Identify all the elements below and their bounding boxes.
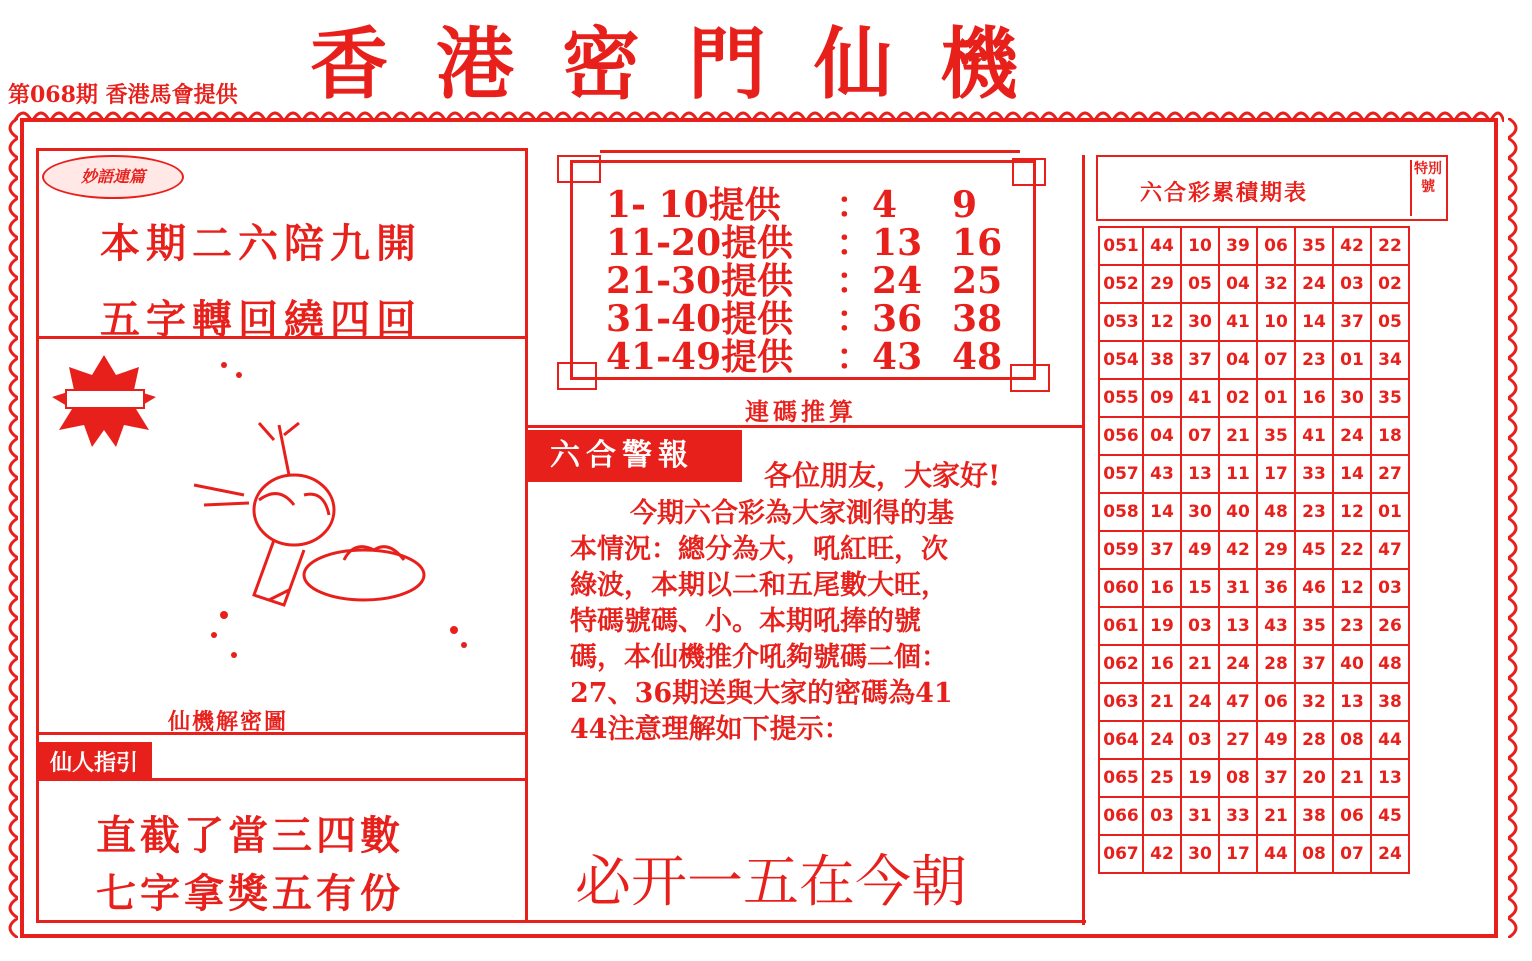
table-row (1099, 265, 1409, 303)
left-panel-border (36, 148, 39, 923)
number-cell: 06 (1257, 683, 1295, 721)
riddle-illustration (44, 345, 514, 685)
range-label: 11-20提供 (606, 222, 794, 264)
table-row (1099, 455, 1409, 493)
story-line: 特碼號碼、小。本期吼捧的號 (570, 606, 921, 637)
scallop-border-left (2, 118, 18, 938)
dots-decoration-icon (211, 362, 467, 658)
number-cell: 30 (1181, 303, 1219, 341)
number-box-caption: 連碼推算 (745, 397, 857, 426)
number-cell: 06 (1333, 797, 1371, 835)
number-row: 1- 10提供 ：4 9 (606, 184, 978, 226)
number-cell: 30 (1181, 493, 1219, 531)
number-cell: 35 (1371, 379, 1409, 417)
number-cell: 38 (1371, 683, 1409, 721)
number-cell: 14 (1295, 303, 1333, 341)
number-cell: 12 (1333, 569, 1371, 607)
issue-cell: 064 (1099, 721, 1143, 759)
number-cell: 03 (1181, 721, 1219, 759)
number-cell: 03 (1143, 797, 1181, 835)
number-cell: 24 (1181, 683, 1219, 721)
number-cell: 42 (1333, 227, 1371, 265)
number-cell: 13 (1219, 607, 1257, 645)
number-cell: 36 (1257, 569, 1295, 607)
number-cell: 33 (1295, 455, 1333, 493)
table-row (1099, 303, 1409, 341)
alert-badge: 六合警報 (528, 430, 742, 482)
number-cell: 43 (1257, 607, 1295, 645)
number-cell: 24 (1295, 265, 1333, 303)
number-cell: 23 (1295, 493, 1333, 531)
number-cell: 49 (1257, 721, 1295, 759)
starburst-icon (52, 355, 156, 447)
number-cell: 28 (1295, 721, 1333, 759)
cat-drawing-icon (194, 423, 424, 605)
issue-cell: 054 (1099, 341, 1143, 379)
number-cell: 45 (1371, 797, 1409, 835)
number-row: 11-20提供 ：13 16 (606, 222, 1003, 264)
issue-cell: 056 (1099, 417, 1143, 455)
number-cell: 10 (1181, 227, 1219, 265)
number-cell: 29 (1257, 531, 1295, 569)
number-cell: 12 (1143, 303, 1181, 341)
number-cell: 40 (1219, 493, 1257, 531)
number-cell: 03 (1371, 569, 1409, 607)
number-cell: 40 (1333, 645, 1371, 683)
number-cell: 32 (1295, 683, 1333, 721)
greeting: 各位朋友，大家好! (764, 459, 1001, 492)
divider-middle-right (1082, 155, 1085, 925)
number-cell: 38 (1143, 341, 1181, 379)
number-cell: 37 (1295, 645, 1333, 683)
table-row (1099, 227, 1409, 265)
issue-cell: 065 (1099, 759, 1143, 797)
range-label: 41-49提供 (606, 336, 794, 378)
number-cell: 15 (1181, 569, 1219, 607)
number-cell: 35 (1295, 227, 1333, 265)
table-row (1099, 607, 1409, 645)
number-cell: 41 (1295, 417, 1333, 455)
corner-icon (1010, 364, 1050, 392)
number-cell: 03 (1181, 607, 1219, 645)
number-cell: 42 (1219, 531, 1257, 569)
number-cell: 37 (1143, 531, 1181, 569)
number-a: 24 (872, 260, 923, 302)
number-cell: 44 (1143, 227, 1181, 265)
footer-slogan: 必开一五在今朝 (575, 850, 967, 915)
number-cell: 24 (1371, 835, 1409, 873)
number-cell: 37 (1257, 759, 1295, 797)
number-cell: 35 (1257, 417, 1295, 455)
issue-cell: 066 (1099, 797, 1143, 835)
table-row (1099, 493, 1409, 531)
riddle-line-2: 五字轉回繞四回 (100, 296, 422, 343)
number-cell: 07 (1333, 835, 1371, 873)
number-cell: 37 (1333, 303, 1371, 341)
table-row (1099, 379, 1409, 417)
range-label: 31-40提供 (606, 298, 794, 340)
number-cell: 44 (1257, 835, 1295, 873)
number-cell: 41 (1219, 303, 1257, 341)
number-cell: 08 (1333, 721, 1371, 759)
side-label: 特別號 (1410, 160, 1444, 216)
picture-caption: 仙機解密圖 (168, 709, 289, 735)
number-cell: 47 (1219, 683, 1257, 721)
number-cell: 49 (1181, 531, 1219, 569)
issue-cell: 063 (1099, 683, 1143, 721)
number-cell: 47 (1371, 531, 1409, 569)
number-cell: 07 (1257, 341, 1295, 379)
number-cell: 44 (1371, 721, 1409, 759)
page-title: 香港密門仙機 (310, 19, 1067, 110)
number-b: 25 (952, 260, 1003, 302)
number-cell: 45 (1295, 531, 1333, 569)
number-cell: 04 (1143, 417, 1181, 455)
number-cell: 35 (1295, 607, 1333, 645)
number-cell: 48 (1371, 645, 1409, 683)
number-cell: 27 (1371, 455, 1409, 493)
number-b: 38 (952, 298, 1003, 340)
number-cell: 48 (1257, 493, 1295, 531)
number-cell: 19 (1181, 759, 1219, 797)
number-cell: 05 (1181, 265, 1219, 303)
left-panel-top (36, 148, 526, 151)
number-cell: 32 (1257, 265, 1295, 303)
issue-cell: 062 (1099, 645, 1143, 683)
number-cell: 21 (1219, 417, 1257, 455)
range-label: 21-30提供 (606, 260, 794, 302)
number-cell: 26 (1371, 607, 1409, 645)
number-cell: 27 (1219, 721, 1257, 759)
number-row: 31-40提供 ：36 38 (606, 298, 1003, 340)
number-a: 13 (872, 222, 923, 264)
table-row (1099, 341, 1409, 379)
number-cell: 28 (1257, 645, 1295, 683)
number-cell: 08 (1295, 835, 1333, 873)
number-cell: 08 (1219, 759, 1257, 797)
issue-cell: 067 (1099, 835, 1143, 873)
number-cell: 34 (1371, 341, 1409, 379)
history-table (1098, 226, 1410, 874)
number-cell: 42 (1143, 835, 1181, 873)
story-line: 44注意理解如下提示： (570, 714, 851, 745)
top-badge: 妙語連篇 (42, 155, 184, 199)
story-line: 碼，本仙機推介吼夠號碼二個： (570, 642, 948, 673)
number-cell: 38 (1295, 797, 1333, 835)
issue-cell: 052 (1099, 265, 1143, 303)
number-cell: 21 (1333, 759, 1371, 797)
number-cell: 41 (1181, 379, 1219, 417)
divider-left-middle (525, 148, 528, 923)
number-cell: 30 (1333, 379, 1371, 417)
number-cell: 14 (1333, 455, 1371, 493)
number-cell: 09 (1143, 379, 1181, 417)
number-cell: 24 (1143, 721, 1181, 759)
issue-cell: 061 (1099, 607, 1143, 645)
number-cell: 22 (1333, 531, 1371, 569)
number-cell: 04 (1219, 265, 1257, 303)
range-label: 1- 10提供 (606, 184, 781, 226)
number-cell: 16 (1143, 569, 1181, 607)
number-rows (606, 186, 1002, 376)
issue-cell: 059 (1099, 531, 1143, 569)
number-cell: 13 (1181, 455, 1219, 493)
number-cell: 06 (1257, 227, 1295, 265)
number-cell: 11 (1219, 455, 1257, 493)
guide-line-2: 七字拿獎五有份 (96, 870, 404, 917)
corner-icon (1012, 158, 1046, 186)
table-row (1099, 531, 1409, 569)
number-cell: 21 (1181, 645, 1219, 683)
number-cell: 12 (1333, 493, 1371, 531)
number-a: 43 (872, 336, 923, 378)
table-row (1099, 759, 1409, 797)
number-cell: 02 (1219, 379, 1257, 417)
number-cell: 31 (1219, 569, 1257, 607)
number-cell: 31 (1181, 797, 1219, 835)
number-cell: 23 (1295, 341, 1333, 379)
number-cell: 16 (1295, 379, 1333, 417)
guide-badge: 仙人指引 (36, 742, 152, 781)
issue-cell: 051 (1099, 227, 1143, 265)
table-row (1099, 721, 1409, 759)
riddle-line-1: 本期二六陪九開 (100, 220, 422, 267)
table-row (1099, 683, 1409, 721)
number-a: 36 (872, 298, 923, 340)
scallop-border-right (1508, 118, 1524, 938)
number-cell: 43 (1143, 455, 1181, 493)
issue-cell: 055 (1099, 379, 1143, 417)
number-cell: 37 (1181, 341, 1219, 379)
number-cell: 21 (1257, 797, 1295, 835)
number-cell: 17 (1219, 835, 1257, 873)
number-cell: 07 (1181, 417, 1219, 455)
story-line: 27、36期送與大家的密碼為41 (570, 678, 953, 709)
issue-cell: 058 (1099, 493, 1143, 531)
issue-cell: 060 (1099, 569, 1143, 607)
number-cell: 01 (1371, 493, 1409, 531)
number-cell: 19 (1143, 607, 1181, 645)
table-row (1099, 417, 1409, 455)
story-line: 本情況：總分為大，吼紅旺，次 (570, 534, 948, 565)
number-cell: 29 (1143, 265, 1181, 303)
number-cell: 10 (1257, 303, 1295, 341)
num-box-top-line (600, 150, 1020, 153)
number-cell: 05 (1371, 303, 1409, 341)
number-cell: 30 (1181, 835, 1219, 873)
number-row: 21-30提供 ：24 25 (606, 260, 1003, 302)
forecast-story (570, 496, 1080, 748)
number-cell: 46 (1295, 569, 1333, 607)
number-cell: 39 (1219, 227, 1257, 265)
number-cell: 20 (1295, 759, 1333, 797)
history-table-body (1099, 227, 1409, 873)
number-b: 9 (952, 184, 978, 226)
number-cell: 24 (1333, 417, 1371, 455)
number-cell: 33 (1219, 797, 1257, 835)
number-row: 41-49提供 ：43 48 (606, 336, 1003, 378)
number-cell: 16 (1143, 645, 1181, 683)
corner-icon (557, 155, 601, 183)
number-cell: 01 (1257, 379, 1295, 417)
number-cell: 02 (1371, 265, 1409, 303)
table-row (1099, 645, 1409, 683)
number-cell: 24 (1219, 645, 1257, 683)
number-cell: 25 (1143, 759, 1181, 797)
bottom-line (36, 920, 1086, 923)
number-b: 48 (952, 336, 1003, 378)
number-cell: 22 (1371, 227, 1409, 265)
issue-label: 第068期 香港馬會提供 (8, 82, 238, 108)
issue-cell: 057 (1099, 455, 1143, 493)
number-cell: 18 (1371, 417, 1409, 455)
guide-line-1: 直截了當三四數 (96, 812, 404, 859)
story-line: 綠波，本期以二和五尾數大旺， (570, 570, 948, 601)
number-cell: 14 (1143, 493, 1181, 531)
number-a: 4 (872, 184, 898, 226)
number-cell: 17 (1257, 455, 1295, 493)
number-cell: 23 (1333, 607, 1371, 645)
number-cell: 04 (1219, 341, 1257, 379)
number-cell: 13 (1333, 683, 1371, 721)
number-cell: 01 (1333, 341, 1371, 379)
number-cell: 03 (1333, 265, 1371, 303)
number-cell: 21 (1143, 683, 1181, 721)
number-cell: 13 (1371, 759, 1409, 797)
corner-icon (557, 362, 597, 390)
table-row (1099, 835, 1409, 873)
table-row (1099, 797, 1409, 835)
story-line: 今期六合彩為大家測得的基 (630, 498, 954, 529)
table-title: 六合彩累積期表 (1140, 180, 1309, 206)
issue-cell: 053 (1099, 303, 1143, 341)
number-b: 16 (952, 222, 1003, 264)
table-row (1099, 569, 1409, 607)
